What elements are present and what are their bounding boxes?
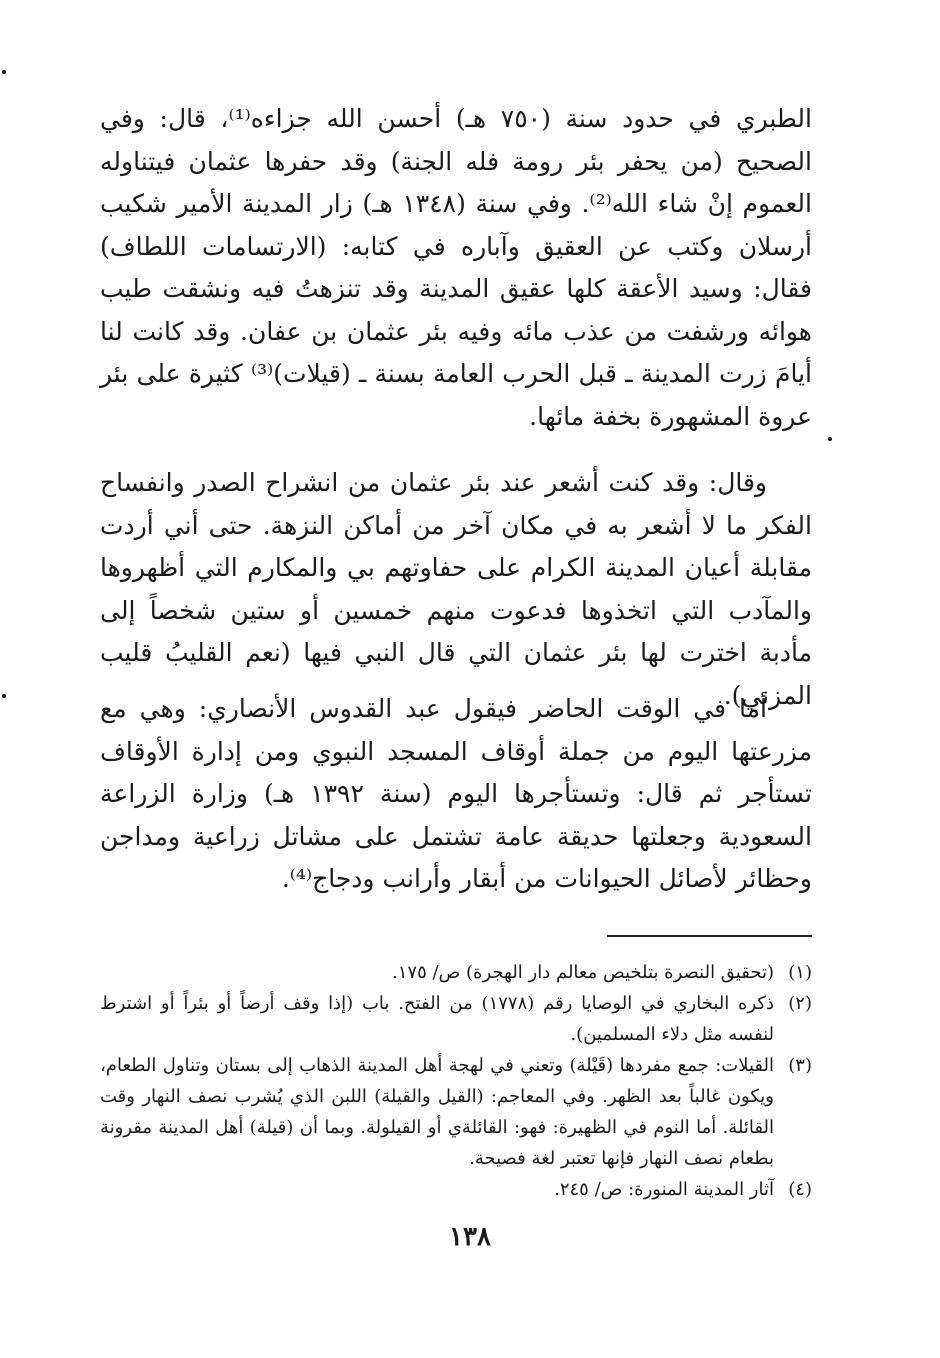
footnote-1 [100, 957, 812, 988]
footnotes [100, 957, 812, 1205]
paragraph-text: أما في الوقت الحاضر فيقول عبد القدوس الأنصاري: وهي مع مزرعتها اليوم من جملة أوقاف المسجد النبوي ومن إدارة الأوقاف تستأجر ثم قال: وتستأجرها اليوم (سنة ١٣٩٢ هـ) وزارة الزراعة السعودية وجعلتها حديقة عامة تشتمل على مشاتل زراعية ومداجن وحظائر لأصائل الحيوانات من أبقار وأرانب ودجاج⁽⁴⁾. [100, 694, 812, 893]
footnote-text: آثار المدينة المنورة: ص/ ٢٤٥. [554, 1179, 774, 1200]
paragraph-text: وقال: وقد كنت أشعر عند بئر عثمان من انشراح الصدر وانفساح الفكر ما لا أشعر به في مكان آخر من أماكن النزهة. حتى أني أردت مقابلة أعيان المدينة الكرام على حفاوتهم بي والمكارم التي أظهروها والمآدب التي اتخذوها فدعوت منهم خمسين أو ستين شخصاً إلى مأدبة اخترت لها بئر عثمان التي قال النبي فيها (نعم القليبُ قليب المزني). [100, 468, 812, 710]
footnote-2 [100, 988, 812, 1050]
footnote-separator [607, 935, 812, 937]
paragraph-1 [100, 98, 812, 438]
footnote-number: (٤) [788, 1179, 812, 1200]
scan-speck [828, 437, 832, 441]
paragraph-3 [100, 688, 812, 901]
footnote-3 [100, 1050, 812, 1174]
footnote-text: ذكره البخاري في الوصايا رقم (١٧٧٨) من الفتح. باب (إذا وقف أرضاً أو بئراً أو اشترط لنفسه مثل دلاء المسلمين). [100, 993, 775, 1045]
paragraph-2 [100, 462, 812, 717]
footnote-number: (٣) [788, 1055, 812, 1076]
scan-speck [2, 70, 6, 74]
paragraph-text: الطبري في حدود سنة (٧٥٠ هـ) أحسن الله جزاءه⁽¹⁾، قال: وفي الصحيح (من يحفر بئر رومة فله الجنة) وقد حفرها عثمان فيتناوله العموم إنْ شاء الله⁽²⁾. وفي سنة (١٣٤٨ هـ) زار المدينة الأمير شكيب أرسلان وكتب عن العقيق وآباره في كتابه: (الارتسامات اللطاف) فقال: وسيد الأعقة كلها عقيق المدينة وقد تنزهتُ فيه ونشقت طيب هوائه ورشفت من عذب مائه وفيه بئر عثمان بن عفان. وقد كانت لنا أيامَ زرت المدينة ـ قبل الحرب العامة بسنة ـ (قيلات)⁽³⁾ كثيرة على بئر عروة المشهورة بخفة مائها. [100, 104, 812, 431]
footnote-number: (١) [788, 962, 812, 983]
scan-speck [2, 694, 6, 698]
footnote-text: (تحقيق النصرة بتلخيص معالم دار الهجرة) ص/ ١٧٥. [392, 962, 774, 983]
page-number: ١٣٨ [449, 1222, 491, 1252]
footnote-number: (٢) [788, 993, 812, 1014]
footnote-4 [100, 1174, 812, 1205]
footnote-text: القيلات: جمع مفردها (قَيْلة) وتعني في لهجة أهل المدينة الذهاب إلى بستان وتناول الطعام، ويكون غالباً بعد الظهر. وفي المعاجم: (القيل والقيلة) اللبن الذي يُشرب نصف النهار وقت القائلة. أما النوم في الظهيرة: فهو: القائلةي أو القيلولة. وبما أن (قيلة) أهل المدينة مقرونة بطعام نصف النهار فإنها تعتبر لغة فصيحة. [100, 1055, 774, 1169]
